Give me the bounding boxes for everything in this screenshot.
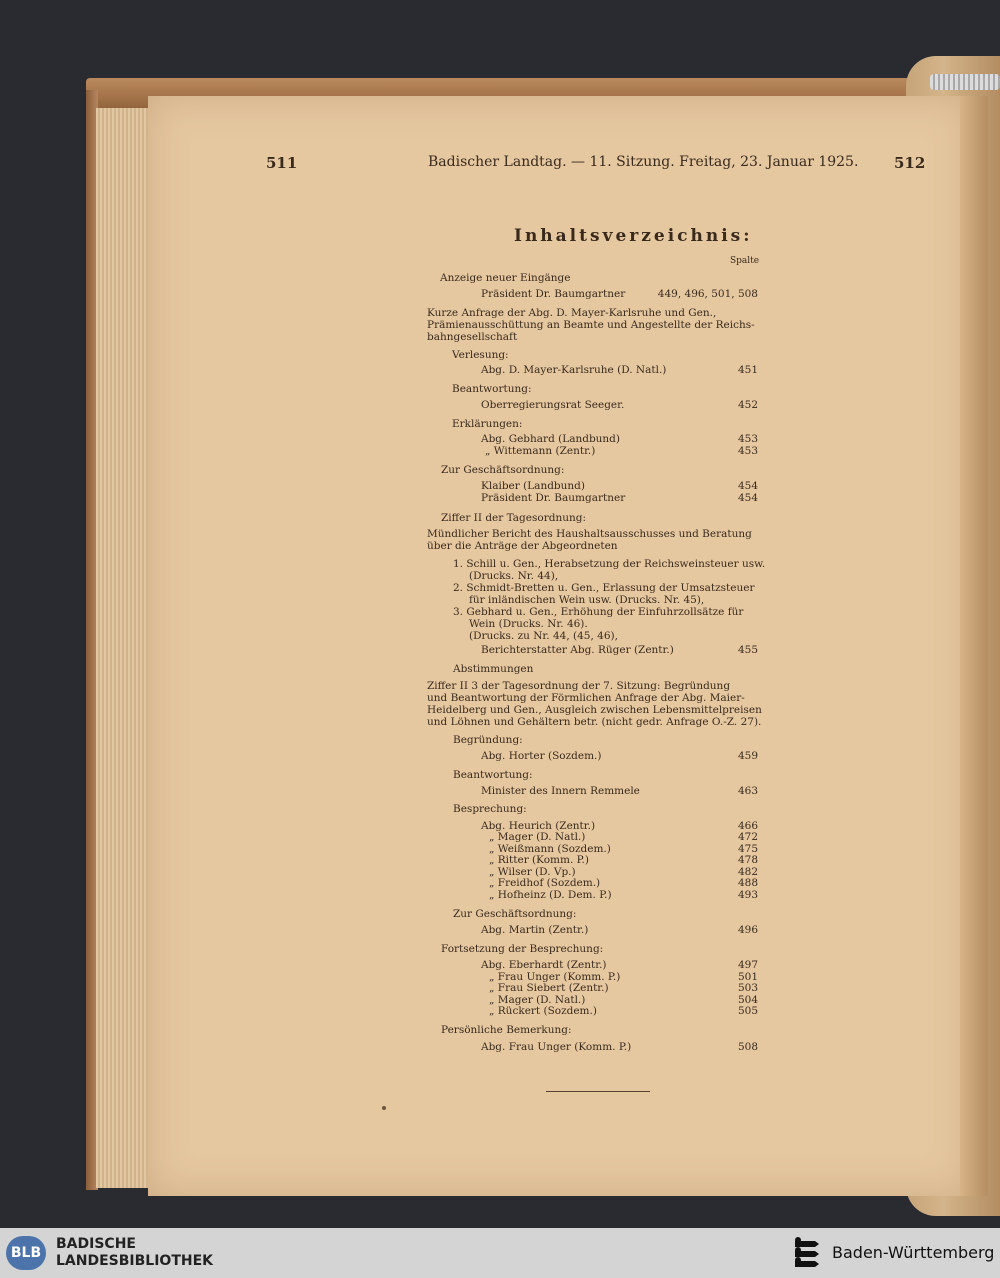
page-edges <box>96 108 154 1188</box>
toc-column-number: 493 <box>737 889 758 901</box>
page-number-right: 512 <box>894 154 926 172</box>
blb-line-2: LANDESBIBLIOTHEK <box>56 1253 214 1269</box>
blb-line-1: BADISCHE <box>56 1236 136 1252</box>
toc-column-number: 454 <box>737 480 758 492</box>
toc-entry: bahngesellschaft <box>427 331 518 343</box>
toc-entry: „ Wilser (D. Vp.) <box>489 866 576 878</box>
toc-entry: über die Anträge der Abgeordneten <box>427 540 618 552</box>
toc-entry: Abg. Horter (Sozdem.) <box>481 750 602 762</box>
toc-entry: Fortsetzung der Besprechung: <box>441 943 604 955</box>
toc-entry: Erklärungen: <box>452 418 523 430</box>
toc-entry: Kurze Anfrage der Abg. D. Mayer-Karlsruhe und Gen., <box>427 307 717 319</box>
toc-entry: Abg. Frau Unger (Komm. P.) <box>481 1041 632 1053</box>
toc-entry: Präsident Dr. Baumgartner <box>481 492 626 504</box>
toc-column-number: 488 <box>737 877 758 889</box>
paper-speck <box>382 1106 386 1110</box>
toc-column-number: 478 <box>737 854 758 866</box>
toc-entry: Zur Geschäftsordnung: <box>441 464 565 476</box>
toc-entry: „ Ritter (Komm. P.) <box>489 854 589 866</box>
toc-entry: (Drucks. zu Nr. 44, (45, 46), <box>469 630 618 642</box>
toc-entry: 1. Schill u. Gen., Herabsetzung der Reichsweinsteuer usw. <box>453 558 766 570</box>
toc-entry: Abg. Heurich (Zentr.) <box>481 820 596 832</box>
toc-column-number: 504 <box>737 994 758 1006</box>
toc-entry: und Löhnen und Gehältern betr. (nicht gedr. Anfrage O.-Z. 27). <box>427 716 762 728</box>
toc-entry: Beantwortung: <box>452 383 532 395</box>
toc-entry: Verlesung: <box>452 349 509 361</box>
toc-entry: „ Wittemann (Zentr.) <box>485 445 596 457</box>
toc-column-number: 455 <box>737 644 758 656</box>
toc-entry: „ Frau Unger (Komm. P.) <box>489 971 621 983</box>
toc-entry: Oberregierungsrat Seeger. <box>481 399 625 411</box>
toc-entry: Beantwortung: <box>453 769 533 781</box>
toc-entry: Wein (Drucks. Nr. 46). <box>469 618 588 630</box>
toc-column-number: 449, 496, 501, 508 <box>657 288 758 300</box>
toc-entry: Persönliche Bemerkung: <box>441 1024 572 1036</box>
toc-entry: Klaiber (Landbund) <box>481 480 585 492</box>
toc-entry: Heidelberg und Gen., Ausgleich zwischen Lebensmittelpreisen <box>427 704 762 716</box>
toc-entry: Abg. Eberhardt (Zentr.) <box>481 959 607 971</box>
toc-entry: (Drucks. Nr. 44), <box>469 570 559 582</box>
toc-entry: Besprechung: <box>453 803 527 815</box>
toc-entry: Begründung: <box>453 734 523 746</box>
toc-entry: und Beantwortung der Förmlichen Anfrage der Abg. Maier- <box>427 692 745 704</box>
toc-entry: Mündlicher Bericht des Haushaltsausschusses und Beratung <box>427 528 752 540</box>
footer-bar <box>0 1228 1000 1278</box>
toc-entry: „ Hofheinz (D. Dem. P.) <box>489 889 612 901</box>
toc-entry: Prämienausschüttung an Beamte und Angestellte der Reichs- <box>427 319 755 331</box>
toc-entry: „ Rückert (Sozdem.) <box>489 1005 597 1017</box>
toc-column-number: 501 <box>737 971 758 983</box>
toc-entry: Zur Geschäftsordnung: <box>453 908 577 920</box>
toc-entry: Anzeige neuer Eingänge <box>440 272 571 284</box>
toc-entry: Ziffer II 3 der Tagesordnung der 7. Sitzung: Begründung <box>427 680 731 692</box>
toc-entry: Abg. Martin (Zentr.) <box>481 924 589 936</box>
blb-logo[interactable]: BLB <box>6 1236 46 1270</box>
toc-column-number: 466 <box>737 820 758 832</box>
toc-column-number: 459 <box>737 750 758 762</box>
toc-column-number: 496 <box>737 924 758 936</box>
toc-column-number: 451 <box>737 364 758 376</box>
toc-entry: Minister des Innern Remmele <box>481 785 640 797</box>
toc-column-number: 472 <box>737 831 758 843</box>
toc-column-number: 453 <box>737 445 758 457</box>
toc-entry: Berichterstatter Abg. Rüger (Zentr.) <box>481 644 674 656</box>
toc-column-number: 475 <box>737 843 758 855</box>
bw-label[interactable]: Baden-Württemberg <box>832 1243 995 1262</box>
toc-column-number: 463 <box>737 785 758 797</box>
toc-column-number: 497 <box>737 959 758 971</box>
toc-entry: Abg. Gebhard (Landbund) <box>481 433 621 445</box>
toc-entry: „ Frau Siebert (Zentr.) <box>489 982 609 994</box>
toc-entry: Ziffer II der Tagesordnung: <box>441 512 586 524</box>
toc-title: Inhaltsverzeichnis: <box>514 226 753 246</box>
toc-entry: Präsident Dr. Baumgartner <box>481 288 626 300</box>
closing-rule <box>546 1091 650 1092</box>
column-label: Spalte <box>730 256 760 266</box>
toc-column-number: 454 <box>737 492 758 504</box>
toc-column-number: 508 <box>737 1041 758 1053</box>
toc-entry: für inländischen Wein usw. (Drucks. Nr. 45), <box>469 594 705 606</box>
toc-entry: Abg. D. Mayer-Karlsruhe (D. Natl.) <box>481 364 667 376</box>
blb-wordmark[interactable] <box>56 1236 213 1270</box>
toc-entry: „ Mager (D. Natl.) <box>489 994 586 1006</box>
running-title: Badischer Landtag. — 11. Sitzung. Freitag, 23. Januar 1925. <box>428 154 859 170</box>
page-fold <box>960 96 988 1196</box>
toc-column-number: 505 <box>737 1005 758 1017</box>
toc-entry: Abstimmungen <box>453 663 534 675</box>
toc-column-number: 482 <box>737 866 758 878</box>
toc-entry: „ Freidhof (Sozdem.) <box>489 877 601 889</box>
toc-column-number: 503 <box>737 982 758 994</box>
bw-lions-icon <box>792 1235 822 1271</box>
toc-entry: „ Mager (D. Natl.) <box>489 831 586 843</box>
page-number-left: 511 <box>266 154 298 172</box>
toc-entry: 3. Gebhard u. Gen., Erhöhung der Einfuhrzollsätze für <box>453 606 744 618</box>
toc-column-number: 453 <box>737 433 758 445</box>
toc-entry: „ Weißmann (Sozdem.) <box>489 843 611 855</box>
toc-column-number: 452 <box>737 399 758 411</box>
toc-entry: 2. Schmidt-Bretten u. Gen., Erlassung der Umsatzsteuer <box>453 582 755 594</box>
binding-strip <box>930 74 1000 90</box>
